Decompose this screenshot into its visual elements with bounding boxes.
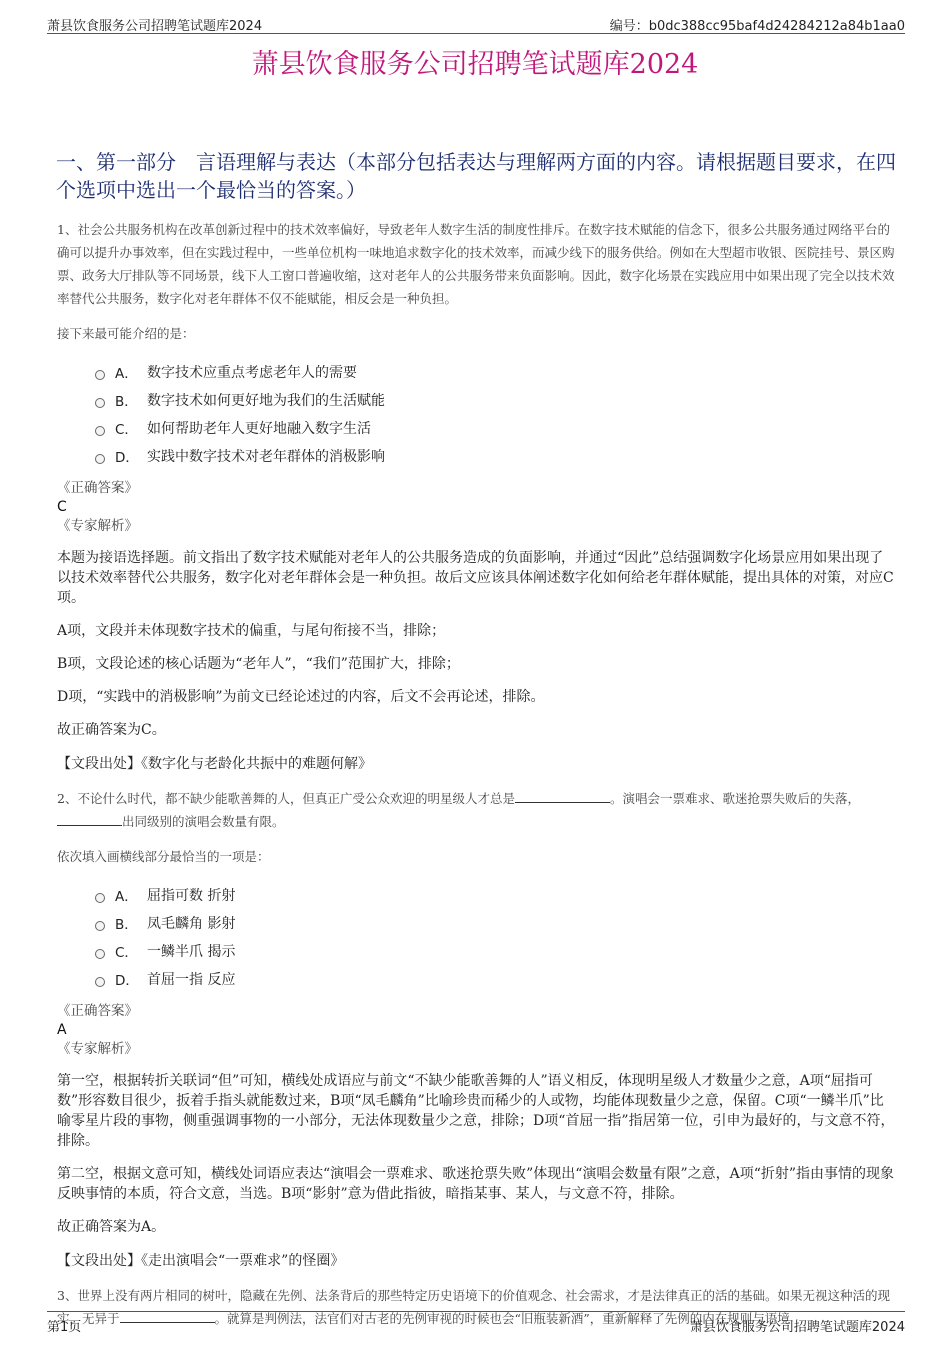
option-letter: D． (115, 973, 139, 989)
question-prompt: 接下来最可能介绍的是： (57, 326, 195, 341)
page-number: 第1页 (47, 1320, 82, 1335)
radio-icon[interactable] (95, 426, 105, 436)
option-text: 一鳞半爪 揭示 (147, 944, 236, 960)
source-citation: 【文段出处】《走出演唱会“一票难求”的怪圈》 (57, 1253, 345, 1269)
page-header (47, 11, 905, 34)
question-2 (57, 787, 897, 1270)
analysis-paragraph: D项，“实践中的消极影响”为前文已经论述过的内容，后文不会再论述，排除。 (57, 689, 545, 705)
option-letter: A． (115, 366, 138, 382)
page-footer (47, 1311, 905, 1336)
option-c[interactable] (95, 414, 897, 442)
option-d[interactable] (95, 442, 897, 470)
analysis-paragraph: 本题为接语选择题。前文指出了数字技术赋能对老年人的公共服务造成的负面影响，并通过“因此”总结强调数字化场景应用如果出现了以技术效率替代公共服务，数字化对老年群体会是一种负担。故后文应该具体阐述数字化如何给老年群体赋能，提出具体的对策，对应C项。 (57, 550, 894, 606)
radio-icon[interactable] (95, 454, 105, 464)
option-list (95, 881, 897, 993)
option-letter: C． (115, 945, 138, 961)
radio-icon[interactable] (95, 977, 105, 987)
analysis-paragraph: 第一空，根据转折关联词“但”可知，横线处成语应与前文“不缺少能歌善舞的人”语义相反，体现明星级人才数量少之意，A项“屈指可数”形容数目很少，扳着手指头就能数过来，B项“凤毛麟角”比喻珍贵而稀少的人或物，均能体现数量少之意，保留。C项“一鳞半爪”比喻零星片段的事物，侧重强调事物的一小部分，无法体现数量少之意，排除；D项“首屈一指”指居第一位，引申为最好的，与文意不符，排除。 (57, 1073, 895, 1149)
question-stem: 1、社会公共服务机构在改革创新过程中的技术效率偏好，导致老年人数字生活的制度性排斥。在数字技术赋能的信念下，很多公共服务通过网络平台的确可以提升办事效率，但在实践过程中，一些单位机构一味地追求数字化的技术效率，而减少线下的服务供给。例如在大型超市收银、医院挂号、景区购票、政务大厅排队等不同场景，线下人工窗口普遍收缩，这对老年人的公共服务带来负面影响。因此，数字化场景在实践应用中如果出现了完全以技术效率替代公共服务，数字化对老年群体不仅不能赋能，相反会是一种负担。 (57, 222, 895, 306)
question-stem: 2、不论什么时代，都不缺少能歌善舞的人，但真正广受公众欢迎的明星级人才总是 。演唱会一票难求、歌迷抢票失败后的失落，出同级别的演唱会数量有限。 (57, 791, 860, 829)
option-letter: B． (115, 394, 138, 410)
answer-label: 《正确答案》 (57, 480, 138, 496)
question-prompt: 依次填入画横线部分最恰当的一项是： (57, 849, 270, 864)
analysis-label: 《专家解析》 (57, 1041, 138, 1057)
question-list (57, 218, 897, 1330)
option-letter: B． (115, 917, 138, 933)
analysis-paragraph: A项，文段并未体现数字技术的偏重，与尾句衔接不当，排除； (57, 623, 446, 639)
analysis-body (57, 1071, 897, 1237)
analysis-body (57, 548, 897, 740)
source-citation: 【文段出处】《数字化与老龄化共振中的难题何解》 (57, 756, 372, 772)
option-text: 屈指可数 折射 (147, 888, 236, 904)
section-heading: 一、第一部分 言语理解与表达（本部分包括表达与理解两方面的内容。请根据题目要求，在四个选项中选出一个最恰当的答案。） (56, 150, 896, 202)
analysis-paragraph: 故正确答案为C。 (57, 722, 166, 738)
option-text: 凤毛麟角 影射 (147, 916, 236, 932)
answer-value: A (57, 1022, 67, 1038)
option-list (95, 358, 897, 470)
header-doc-name: 萧县饮食服务公司招聘笔试题库2024 (47, 19, 263, 34)
analysis-paragraph: B项，文段论述的核心话题为“老年人”，“我们”范围扩大，排除； (57, 656, 460, 672)
option-letter: D． (115, 450, 139, 466)
question-stem: 3、世界上没有两片相同的树叶，隐藏在先例、法条背后的那些特定历史语境下的价值观念、社会需求，才是法律真正的活的基础。如果无视这种活的现实，无异于 。就算是判例法，法官们对古老的先例审视的时候也会“旧瓶装新酒”，重新解释了先例的内在规则与语境 (57, 1288, 890, 1326)
analysis-paragraph: 故正确答案为A。 (57, 1219, 166, 1235)
option-b[interactable] (95, 386, 897, 414)
radio-icon[interactable] (95, 370, 105, 380)
option-a[interactable] (95, 358, 897, 386)
question-1 (57, 218, 897, 773)
option-c[interactable] (95, 937, 897, 965)
fill-blank[interactable] (515, 790, 610, 803)
radio-icon[interactable] (95, 921, 105, 931)
answer-label: 《正确答案》 (57, 1003, 138, 1019)
option-b[interactable] (95, 909, 897, 937)
option-letter: A． (115, 889, 138, 905)
document-title: 萧县饮食服务公司招聘笔试题库2024 (251, 49, 699, 80)
radio-icon[interactable] (95, 398, 105, 408)
fill-blank[interactable] (57, 813, 122, 826)
footer-doc-name: 萧县饮食服务公司招聘笔试题库2024 (689, 1320, 905, 1335)
radio-icon[interactable] (95, 893, 105, 903)
option-a[interactable] (95, 881, 897, 909)
option-text: 实践中数字技术对老年群体的消极影响 (147, 449, 385, 465)
option-text: 首屈一指 反应 (147, 972, 236, 988)
analysis-paragraph: 第二空，根据文意可知，横线处词语应表达“演唱会一票难求、歌迷抢票失败”体现出“演唱会数量有限”之意，A项“折射”指由事情的现象反映事情的本质，符合文意，当选。B项“影射”意为借此指彼，暗指某事、某人，与文意不符，排除。 (57, 1166, 895, 1202)
option-text: 数字技术应重点考虑老年人的需要 (147, 365, 357, 381)
option-text: 数字技术如何更好地为我们的生活赋能 (147, 393, 385, 409)
answer-value: C (57, 499, 67, 515)
option-text: 如何帮助老年人更好地融入数字生活 (147, 421, 371, 437)
option-d[interactable] (95, 965, 897, 993)
analysis-label: 《专家解析》 (57, 518, 138, 534)
option-letter: C． (115, 422, 138, 438)
radio-icon[interactable] (95, 949, 105, 959)
header-doc-id: 编号：b0dc388cc95baf4d24284212a84b1aa0 (609, 19, 905, 34)
